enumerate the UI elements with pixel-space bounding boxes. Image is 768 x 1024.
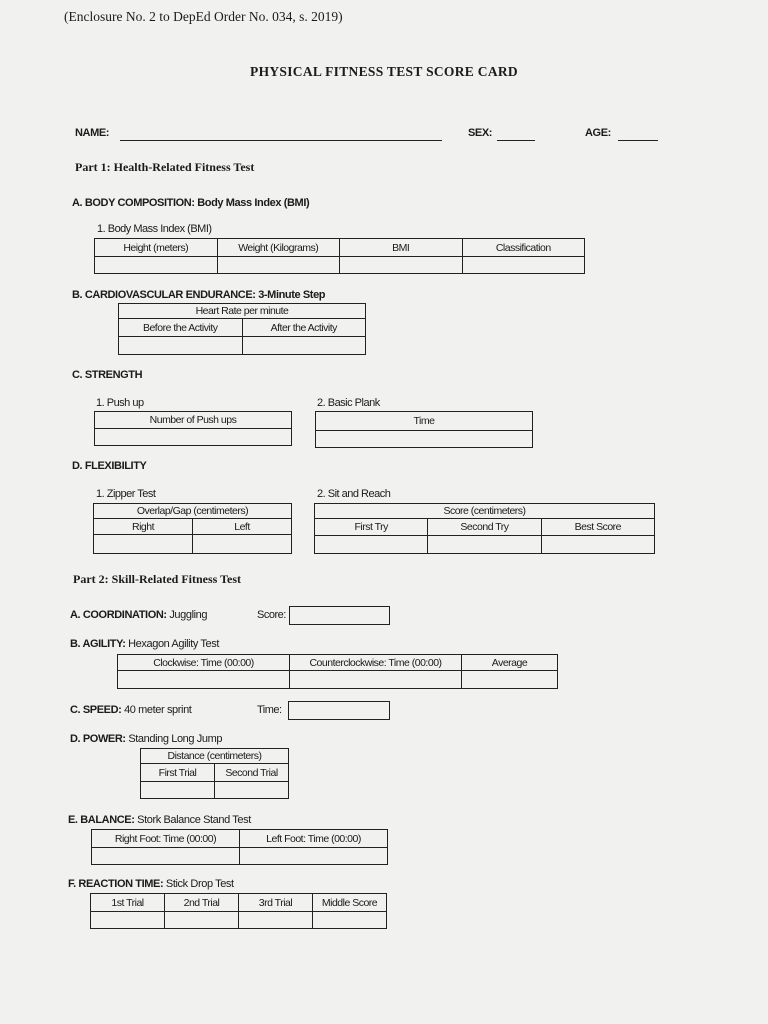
reaction-label: F. REACTION TIME: [68,878,164,890]
overlap-gap-header: Overlap/Gap (centimeters) [94,504,292,519]
power-test: Standing Long Jump [128,733,223,745]
best-score-cell[interactable] [541,536,654,554]
col-before-activity: Before the Activity [119,319,243,337]
col-left: Left [193,519,292,535]
col-3rd-trial: 3rd Trial [239,894,313,912]
speed-test: 40 meter sprint [124,704,192,716]
col-counterclockwise: Counterclockwise: Time (00:00) [290,655,462,671]
document-title: PHYSICAL FITNESS TEST SCORE CARD [250,64,518,79]
name-label: NAME: [75,127,110,139]
power-second-trial-cell[interactable] [215,782,289,799]
coordination-test: Juggling [169,609,208,621]
zipper-table [93,503,292,554]
plank-table [315,411,533,448]
part2-title: Part 2: Skill-Related Fitness Test [73,572,241,586]
middle-score-cell[interactable] [313,912,387,929]
sit-reach-table [314,503,655,554]
strength-heading: C. STRENGTH [72,369,143,381]
col-2nd-trial: 2nd Trial [165,894,239,912]
zipper-right-cell[interactable] [94,535,193,554]
age-field[interactable] [618,140,658,141]
first-try-cell[interactable] [315,536,428,554]
speed-label: C. SPEED: [70,704,122,716]
height-cell[interactable] [95,257,218,274]
age-label: AGE: [585,127,611,139]
zipper-subheading: 1. Zipper Test [96,488,156,500]
left-foot-cell[interactable] [240,848,388,865]
third-trial-cell[interactable] [239,912,313,929]
coordination-score-box[interactable] [289,606,390,625]
power-table [140,748,289,799]
balance-table [91,829,388,865]
col-middle-score: Middle Score [313,894,387,912]
second-trial-cell[interactable] [165,912,239,929]
bmi-subheading: 1. Body Mass Index (BMI) [97,223,212,235]
body-composition-heading: A. BODY COMPOSITION: Body Mass Index (BMI) [72,197,310,209]
col-right-foot: Right Foot: Time (00:00) [92,830,240,848]
classification-cell[interactable] [462,257,585,274]
balance-test: Stork Balance Stand Test [137,814,251,826]
col-second-trial: Second Trial [215,764,289,782]
reaction-test: Stick Drop Test [165,878,234,890]
agility-heading [70,638,219,650]
sex-label: SEX: [468,127,493,139]
bmi-cell[interactable] [340,257,463,274]
part1-title: Part 1: Health-Related Fitness Test [75,160,255,174]
col-second-try: Second Try [428,519,541,536]
counterclockwise-cell[interactable] [290,671,462,689]
col-first-trial: First Trial [141,764,215,782]
heart-rate-header: Heart Rate per minute [119,304,366,319]
col-classification: Classification [462,239,585,257]
plank-subheading: 2. Basic Plank [317,397,380,409]
plank-time-cell[interactable] [316,431,533,448]
agility-test: Hexagon Agility Test [128,638,219,650]
name-field[interactable] [120,140,442,141]
zipper-left-cell[interactable] [193,535,292,554]
cardio-heading: B. CARDIOVASCULAR ENDURANCE: 3-Minute Step [72,289,326,301]
before-activity-cell[interactable] [119,337,243,355]
speed-heading [70,704,191,716]
distance-header: Distance (centimeters) [141,749,289,764]
clockwise-cell[interactable] [118,671,290,689]
power-label: D. POWER: [70,733,126,745]
col-pushups: Number of Push ups [95,412,292,429]
sex-field[interactable] [497,140,535,141]
col-weight: Weight (Kilograms) [217,239,340,257]
agility-label: B. AGILITY: [70,638,126,650]
col-average: Average [462,655,558,671]
col-time: Time [316,412,533,431]
col-bmi: BMI [340,239,463,257]
enclosure-note: (Enclosure No. 2 to DepEd Order No. 034, s. 2019) [64,9,343,24]
power-first-trial-cell[interactable] [141,782,215,799]
flexibility-heading: D. FLEXIBILITY [72,460,147,472]
col-1st-trial: 1st Trial [91,894,165,912]
right-foot-cell[interactable] [92,848,240,865]
col-clockwise: Clockwise: Time (00:00) [118,655,290,671]
agility-table [117,654,558,689]
coordination-label: A. COORDINATION: [70,609,167,621]
cardio-table [118,303,366,355]
balance-label: E. BALANCE: [68,814,135,826]
time-label: Time: [257,704,282,716]
col-best-score: Best Score [541,519,654,536]
reaction-table [90,893,387,929]
coordination-heading [70,609,207,621]
bmi-table [94,238,585,274]
score-cm-header: Score (centimeters) [315,504,655,519]
pushup-table [94,411,292,446]
col-left-foot: Left Foot: Time (00:00) [240,830,388,848]
col-right: Right [94,519,193,535]
score-label: Score: [257,609,286,621]
pushups-cell[interactable] [95,429,292,446]
col-after-activity: After the Activity [242,319,366,337]
first-trial-cell[interactable] [91,912,165,929]
reaction-heading [68,878,234,890]
col-first-try: First Try [315,519,428,536]
pushup-subheading: 1. Push up [96,397,144,409]
power-heading [70,733,222,745]
sit-reach-subheading: 2. Sit and Reach [317,488,391,500]
balance-heading [68,814,251,826]
col-height: Height (meters) [95,239,218,257]
second-try-cell[interactable] [428,536,541,554]
after-activity-cell[interactable] [242,337,366,355]
weight-cell[interactable] [217,257,340,274]
speed-time-box[interactable] [288,701,390,720]
average-cell[interactable] [462,671,558,689]
